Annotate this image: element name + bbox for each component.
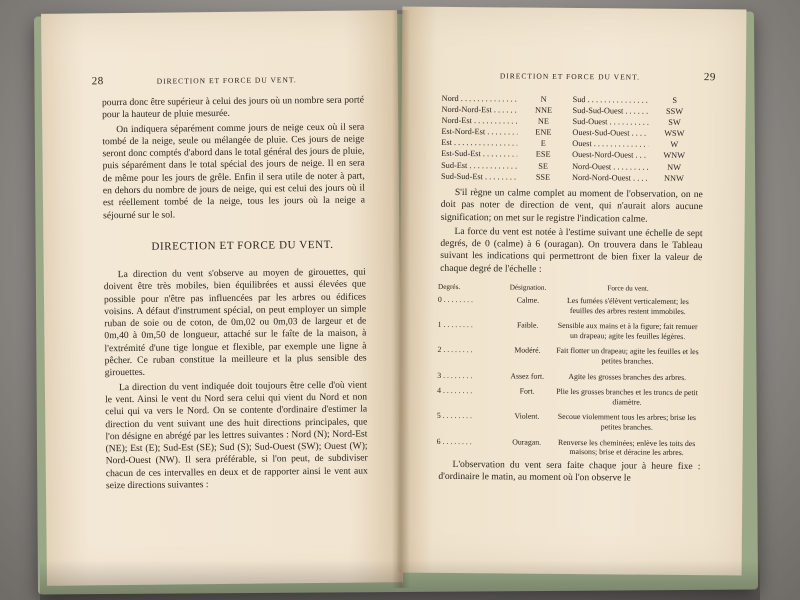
degree-value: 3 (437, 370, 442, 380)
direction-abbr: SSW (666, 106, 684, 117)
force-description: Agite les grosses branches des arbres. (568, 371, 687, 382)
direction-abbr: W (670, 140, 679, 150)
direction-abbr: NNW (664, 173, 684, 183)
wind-direction-list (441, 93, 704, 184)
direction-abbr: WNW (663, 151, 686, 161)
table-row (438, 295, 700, 316)
direction-name: Nord-Nord-Est . . . (442, 104, 518, 116)
section-heading: DIRECTION ET FORCE DU VENT. (151, 238, 334, 253)
direction-name: Nord-Nord-Ouest . . . (572, 172, 648, 184)
degree-value: 1 (437, 320, 442, 330)
right-running-head (500, 69, 716, 83)
degree-value: 5 (436, 411, 441, 421)
degree-value: 4 (437, 385, 442, 396)
right-page (398, 7, 747, 576)
direction-abbr: SE (538, 161, 548, 171)
direction-abbr: N (540, 94, 547, 104)
direction-abbr: ENE (535, 127, 552, 138)
direction-abbr: WSW (664, 129, 685, 139)
paragraph: S'il règne un calme complet au moment de l'observation, on ne doit pas noter de direction de vent, qui n'aurait alors aucune signification; on met sur le registre l'indication calme. (440, 186, 703, 225)
header-force: Force du vent. (607, 284, 649, 293)
right-running-title: DIRECTION ET FORCE DU VENT. (499, 71, 641, 82)
header-designation: Désignation. (509, 283, 547, 292)
direction-abbr: E (540, 139, 546, 149)
left-page-number: 28 (91, 75, 104, 88)
direction-name: Nord-Ouest . . . (572, 161, 648, 173)
direction-abbr: ESE (535, 150, 551, 160)
force-description: Fait flotter un drapeau; agite les feuilles et les petites branches. (556, 346, 699, 366)
left-running-title: DIRECTION ET FORCE DU VENT. (156, 75, 297, 86)
force-description: Secoue violemment tous les arbres; brise les petites branches. (557, 412, 697, 432)
direction-name: Nord-Est . . . (441, 115, 517, 127)
degree-value: 0 (437, 294, 442, 304)
force-description: Sensible aux mains et à la figure; fait remuer un drapeau; agite les feuilles légères. (557, 321, 698, 341)
direction-name: Est . . . (441, 137, 517, 149)
paragraph: L'observation du vent sera faite chaque jour à heure fixe : d'ordinaire le matin, au moment où l'on observe le (438, 458, 701, 484)
paragraph: pourra donc être supérieur à celui des jours où un nombre sera porté pour la hauteur de pluie mesurée. (101, 94, 364, 121)
direction-name: Ouest-Nord-Ouest . . . (572, 149, 648, 161)
direction-abbr: NW (667, 162, 682, 172)
book-shadow (40, 560, 760, 600)
paragraph: La force du vent est notée à l'estime suivant une échelle de sept degrés, de 0 (calme) à 6 (ouragan). On trouvera dans le Tableau suivant les indications qui permettront de bien fixer la valeur de chaque degré de l'échelle : (440, 225, 703, 275)
table-row (438, 320, 700, 341)
paragraph: La direction du vent indiquée doit toujours être celle d'où vient le vent. Ainsi le vent du Nord sera celui qui vient du Nord et non celui qui va vers le Nord. On se contente d'ordinaire d'estimer la direction du vent suivant une des huit directions principales, que l'on désigne en abrégé par les lettres suivantes : Nord (N); Nord-Est (NE); Est (E); Sud-Est (SE); Sud (S); Sud-Ouest (SW); Ouest (W); Nord-Ouest (NW). Il sera préférable, si l'on peut, de subdiviser chacun de ces intervalles en deux et de rapporter ainsi le vent aux seize directions suivantes : (105, 379, 368, 492)
degree-value: 6 (436, 436, 441, 446)
force-description: Les fumées s'élèvent verticalement; les feuilles des arbres restent immobiles. (566, 295, 689, 316)
table-row (437, 345, 699, 366)
table-row (437, 370, 699, 382)
designation: Ouragan. (512, 437, 542, 447)
book-gutter (392, 10, 410, 588)
direction-name: Sud-Sud-Est . . . (441, 171, 517, 183)
direction-abbr: NE (537, 116, 550, 126)
force-description: Renverse les cheminées; enlève les toits des maisons; brise et déracine les arbres. (558, 437, 696, 458)
direction-abbr: SW (668, 118, 681, 128)
wind-force-table (437, 283, 701, 464)
table-row (437, 436, 699, 457)
direction-name: Ouest-Sud-Ouest . . . (572, 127, 648, 139)
direction-name: Sud-Est . . . (441, 159, 517, 171)
paragraph: La direction du vent s'observe au moyen de girouettes, qui doivent être très mobiles, bien équilibrées et aussi élevées que possible pour n'être pas influencées par les arbres ou édifices voisins. A défaut d'instrument spécial, on peut employer un simple ruban de soie ou de coton, de 0m,02 ou 0m,03 de largeur et de 0m,40 à 0m,50 de longueur, attaché sur le faîte de la maison, à l'extrémité d'une tige longue et flexible, par exemple une ligne à pêcher. Ce ruban constitue la meilleure et la plus sensible des girouettes. (103, 266, 367, 379)
right-text-middle (440, 187, 703, 277)
left-running-head (92, 73, 362, 88)
paragraph: On indiquera séparément comme jours de neige ceux où il sera tombé de la neige, seule ou mélangée de pluie. Ces jours de neige seront donc comptés d'abord dans le total général des jours de pluie, puis séparément dans le total spécial des jours de neige. Il en sera de même pour les jours de grêle. Enfin il sera utile de noter à part, en dehors du nombre de jours de neige, qui est celui des jours où il est réellement tombé de la neige, tous les jours où la neige a séjourné sur le sol. (102, 121, 366, 221)
right-page-number: 29 (703, 71, 716, 84)
designation: Fort. (519, 386, 535, 396)
direction-name: Ouest . . . (572, 138, 648, 150)
left-text-top (102, 95, 365, 223)
left-page (41, 10, 403, 586)
degree-value: 2 (437, 345, 442, 355)
designation: Calme. (516, 295, 540, 305)
table-row (437, 411, 699, 432)
direction-name: Sud . . . (573, 94, 649, 106)
direction-abbr: NNE (535, 105, 553, 115)
direction-abbr: SSE (535, 172, 551, 182)
direction-name: Nord . . . (442, 93, 518, 105)
direction-name: Est-Sud-Est . . . (441, 148, 517, 160)
designation: Assez fort. (510, 371, 545, 381)
right-text-bottom (438, 459, 700, 486)
left-text-bottom (104, 266, 368, 492)
designation: Violent. (514, 411, 540, 422)
header-degree: Degrés. (437, 282, 461, 292)
direction-abbr: S (672, 95, 678, 105)
force-description: Plie les grosses branches et les troncs de petit diamètre. (556, 387, 698, 407)
direction-row (441, 171, 703, 184)
direction-name: Sud-Ouest . . . (572, 116, 648, 128)
designation: Modéré. (514, 345, 541, 356)
table-row (437, 386, 699, 407)
direction-name: Est-Nord-Est . . . (441, 126, 517, 138)
direction-name: Sud-Sud-Ouest . . . (573, 105, 649, 117)
designation: Faible. (516, 320, 539, 330)
